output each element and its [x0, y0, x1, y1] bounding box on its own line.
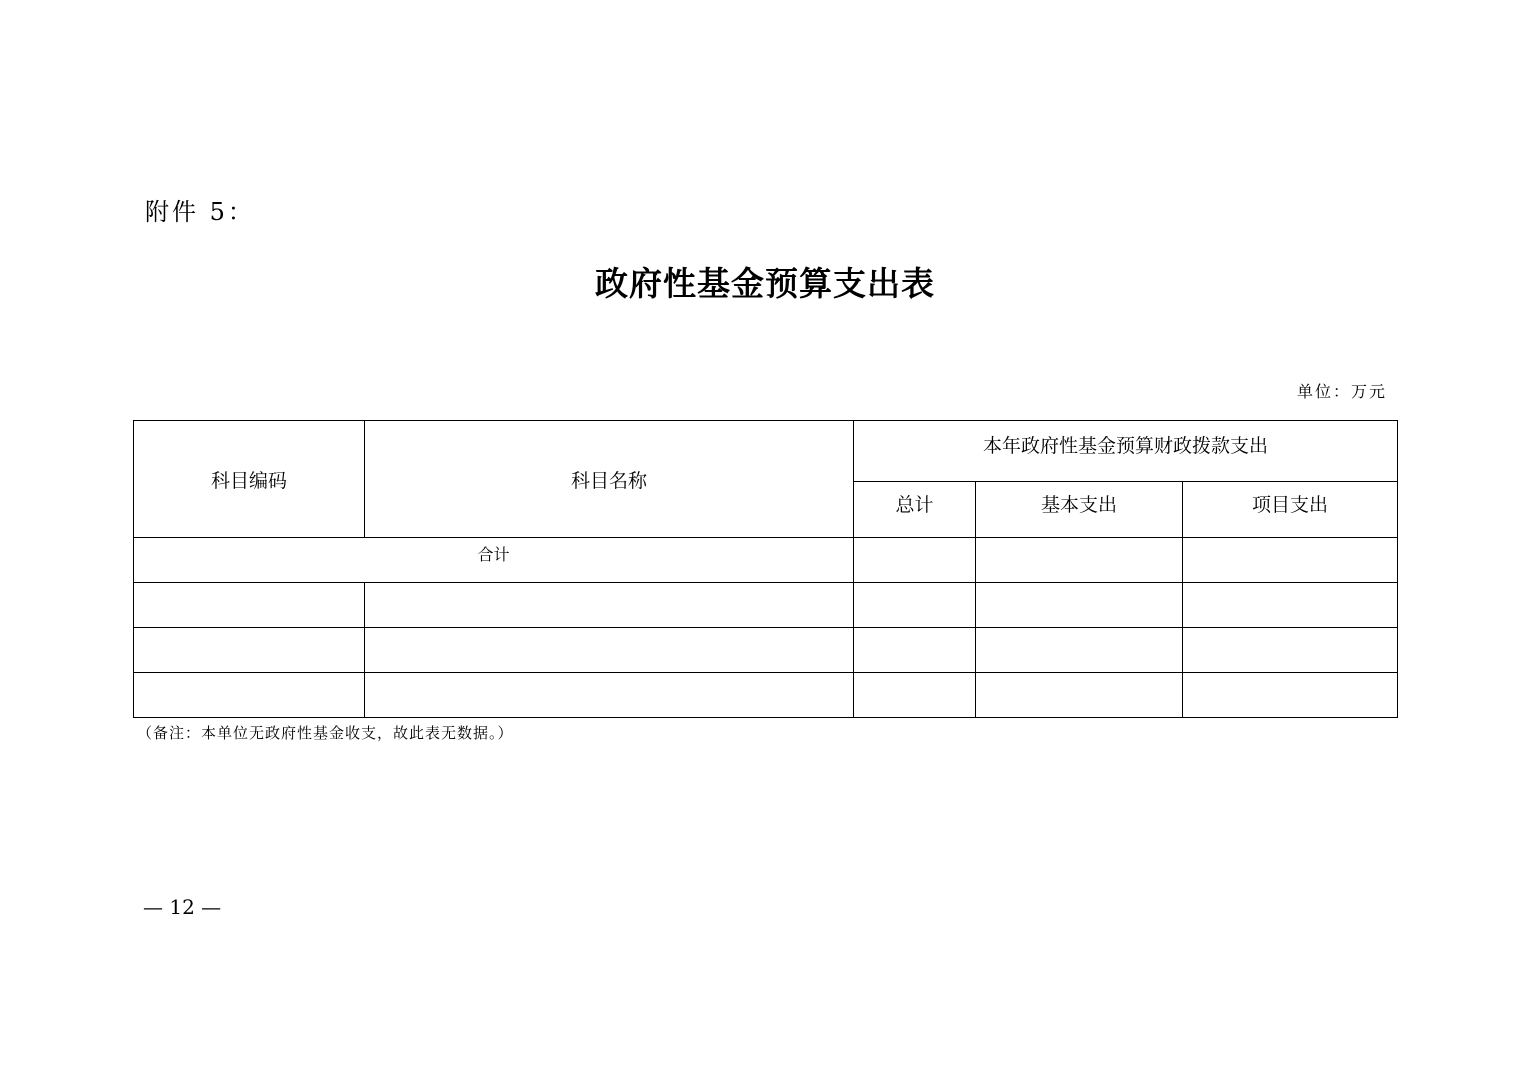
col-basic-header: 基本支出 [976, 482, 1183, 538]
table-cell [976, 673, 1183, 718]
attachment-label: 附件 5： [145, 198, 255, 226]
total-row [134, 538, 1398, 583]
table-cell [1183, 673, 1398, 718]
table-row [134, 583, 1398, 628]
col-project-header: 项目支出 [1183, 482, 1398, 538]
col-name-header: 科目名称 [365, 421, 854, 538]
budget-table [133, 420, 1398, 718]
group-header: 本年政府性基金预算财政拨款支出 [854, 421, 1398, 482]
table-cell [365, 583, 854, 628]
table-cell [854, 628, 976, 673]
table-cell [365, 628, 854, 673]
page-number: — 12 — [143, 895, 222, 919]
unit-label: 单位：万元 [1296, 382, 1387, 401]
total-row-label: 合计 [134, 538, 854, 583]
table-row [134, 628, 1398, 673]
table-cell [976, 538, 1183, 583]
table-cell [134, 628, 365, 673]
table-cell [1183, 583, 1398, 628]
page-title: 政府性基金预算支出表 [595, 264, 935, 303]
table-cell [854, 673, 976, 718]
col-code-header: 科目编码 [134, 421, 365, 538]
table-cell [976, 628, 1183, 673]
table-cell [1183, 628, 1398, 673]
table-header-row [134, 421, 1398, 482]
table-cell [854, 583, 976, 628]
table-cell [1183, 538, 1398, 583]
table-cell [134, 583, 365, 628]
table-cell [134, 673, 365, 718]
col-total-header: 总计 [854, 482, 976, 538]
table-cell [365, 673, 854, 718]
table-cell [976, 583, 1183, 628]
table-cell [854, 538, 976, 583]
table-note: （备注：本单位无政府性基金收支，故此表无数据。） [137, 724, 514, 742]
table-row [134, 673, 1398, 718]
